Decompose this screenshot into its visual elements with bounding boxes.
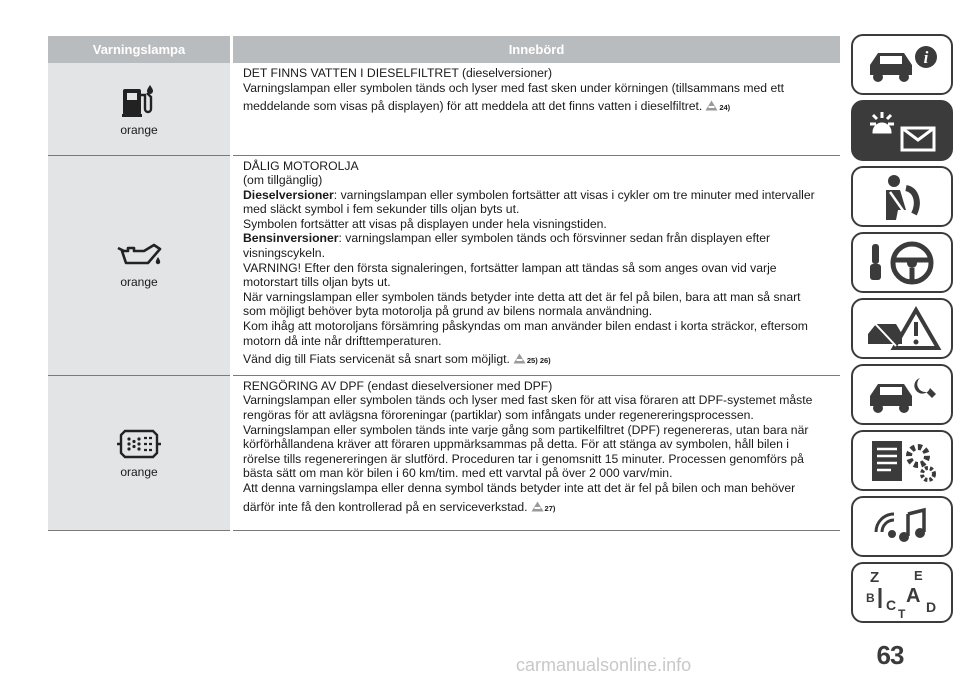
reference-number: 25) 26) <box>526 356 551 366</box>
warning-reference-icon <box>705 100 718 111</box>
tab-emergency[interactable] <box>851 298 953 359</box>
lamp-color-caption: orange <box>120 123 158 138</box>
text-line: Varningslampan eller symbolen tänds och lyser med fast sken för att visa föraren att DPF-systemet måste <box>243 393 813 408</box>
text-line: med släckt symbol i fem sekunder tills oljan byts ut. <box>243 202 520 217</box>
text-line <box>243 188 836 203</box>
index-letter: A <box>906 584 921 607</box>
index-letter: D <box>926 598 937 615</box>
warning-lights-messages-icon <box>862 106 942 156</box>
text-line: Kom ihåg att motoroljans försämring påskyndas om man använder bilen endast i korta sträckor, eftersom <box>243 319 808 334</box>
text-line: som möjligt behöver byta motorolja på grund av bilens normala användning. <box>243 304 653 319</box>
text-line: (om tillgänglig) <box>243 173 323 188</box>
dpf-cleaning-icon <box>48 427 230 461</box>
text-line: Varningslampan eller symbolen tänds och lyser med fast sken under körningen (tillsammans med ett <box>243 80 785 95</box>
warning-lights-table <box>48 36 840 531</box>
text-line: Varningslampan eller symbolen tänds inte varje gång som partikelfiltret (DPF) regenereras, utan bara när <box>243 422 809 437</box>
reference-marker[interactable] <box>531 500 556 517</box>
warning-reference-icon <box>531 501 544 512</box>
text-line: Att denna varningslampa eller denna symbol tänds betyder inte att det är fel på bilen och man behöver <box>243 480 796 495</box>
tab-warning-lights[interactable] <box>851 100 953 161</box>
tab-multimedia[interactable] <box>851 496 953 557</box>
meaning-cell <box>232 155 841 375</box>
text-span: : varningslampan eller symbolen tänds och försvinner sedan från displayen efter <box>338 231 771 246</box>
warning-reference-icon <box>513 353 526 364</box>
text-line <box>243 231 836 246</box>
text-line: rengöras för att avlägsna föroreningar (partiklar) som infångats under regenereringsprocessen. <box>243 408 754 422</box>
alphabetical-index-icon <box>862 566 942 620</box>
water-in-fuel-filter-icon <box>48 79 230 119</box>
page-number: 63 <box>876 640 904 670</box>
text-line: VARNING! Efter den första signaleringen, fortsätter lampan att tändas så som anges ovan vid varje <box>243 260 777 275</box>
text-line: DÅLIG MOTOROLJA <box>243 158 359 173</box>
starting-driving-icon <box>862 238 942 288</box>
technical-data-icon <box>862 436 942 486</box>
table-row <box>48 63 840 155</box>
emergency-icon <box>862 304 942 354</box>
tab-technical-data[interactable] <box>851 430 953 491</box>
text-line: bästa sätt om man kör bilen i 60 km/tim. med ett varvtal på över 2 000 varv/min. <box>243 466 673 481</box>
text-line-with-ref <box>243 99 836 116</box>
text-line: meddelande som visas på displayen) för att meddela att det finns vatten i dieselfiltret. <box>243 99 703 114</box>
lamp-color-caption: orange <box>120 274 158 289</box>
chapter-tabs <box>851 34 955 628</box>
text-line: Symbolen fortsätter att visas på displayen under hela visningstiden. <box>243 216 607 231</box>
table-header-row <box>48 36 840 63</box>
table-row <box>48 375 840 530</box>
index-letter: C <box>886 596 897 613</box>
reference-marker[interactable] <box>705 99 730 116</box>
car-info-icon <box>862 41 942 89</box>
text-line: därför inte få den kontrollerad på en serviceverkstad. <box>243 499 528 514</box>
text-line: visningscykeln. <box>243 246 325 261</box>
bold-label: Dieselversioner <box>243 187 334 202</box>
watermark: carmanualsonline.info <box>516 655 692 675</box>
reference-number: 24) <box>719 103 731 113</box>
text-line: motorstart tills oljan byts ut. <box>243 275 391 290</box>
lamp-color-caption: orange <box>120 464 158 479</box>
maintenance-car-icon <box>862 370 942 420</box>
safety-airbag-icon <box>862 172 942 222</box>
reference-marker[interactable] <box>513 352 551 369</box>
tab-car-info[interactable] <box>851 34 953 95</box>
tab-starting-driving[interactable] <box>851 232 953 293</box>
text-line: körförhållandena kräver att föraren uppmärksammas på detta. För att stänga av symbolen, håll bilen i <box>243 437 790 452</box>
meaning-cell <box>232 63 841 155</box>
table-row <box>48 155 840 375</box>
tab-maintenance[interactable] <box>851 364 953 425</box>
bold-label: Bensinversioner <box>243 231 339 246</box>
index-letter: T <box>898 606 906 620</box>
index-letter: E <box>914 567 923 583</box>
text-span: : varningslampan eller symbolen fortsätter att visas i cykler om tre minuter med intervaller <box>333 187 815 202</box>
text-line: rörelse tills regenereringen är slutförd. Proceduren tar i genomsnitt 15 minuter. Processen genomförs på <box>243 451 804 466</box>
text-line-with-ref <box>243 500 836 517</box>
text-line: RENGÖRING AV DPF (endast dieselversioner med DPF) <box>243 378 553 393</box>
oil-pressure-icon <box>48 241 230 271</box>
lamp-cell <box>48 63 232 155</box>
text-line: DET FINNS VATTEN I DIESELFILTRET (dieselversioner) <box>243 66 553 80</box>
svg-text:i: i <box>923 47 929 67</box>
index-letter: Z <box>870 568 880 586</box>
lamp-cell <box>48 155 232 375</box>
lamp-cell <box>48 375 232 530</box>
header-meaning: Innebörd <box>232 36 841 63</box>
text-line: Vänd dig till Fiats servicenät så snart som möjligt. <box>243 352 510 367</box>
index-letter: B <box>866 590 875 605</box>
text-line: När varningslampan eller symbolen tänds betyder inte detta att det är fel på bilen, bara att man så snart <box>243 289 801 304</box>
multimedia-icon <box>862 502 942 552</box>
text-line: motorn då inte når drifttemperaturen. <box>243 333 442 348</box>
text-line-with-ref <box>243 352 836 369</box>
tab-safety[interactable] <box>851 166 953 227</box>
reference-number: 27) <box>544 503 556 513</box>
meaning-cell <box>232 375 841 530</box>
header-warning-light: Varningslampa <box>48 36 232 63</box>
tab-alphabetical-index[interactable] <box>851 562 953 623</box>
